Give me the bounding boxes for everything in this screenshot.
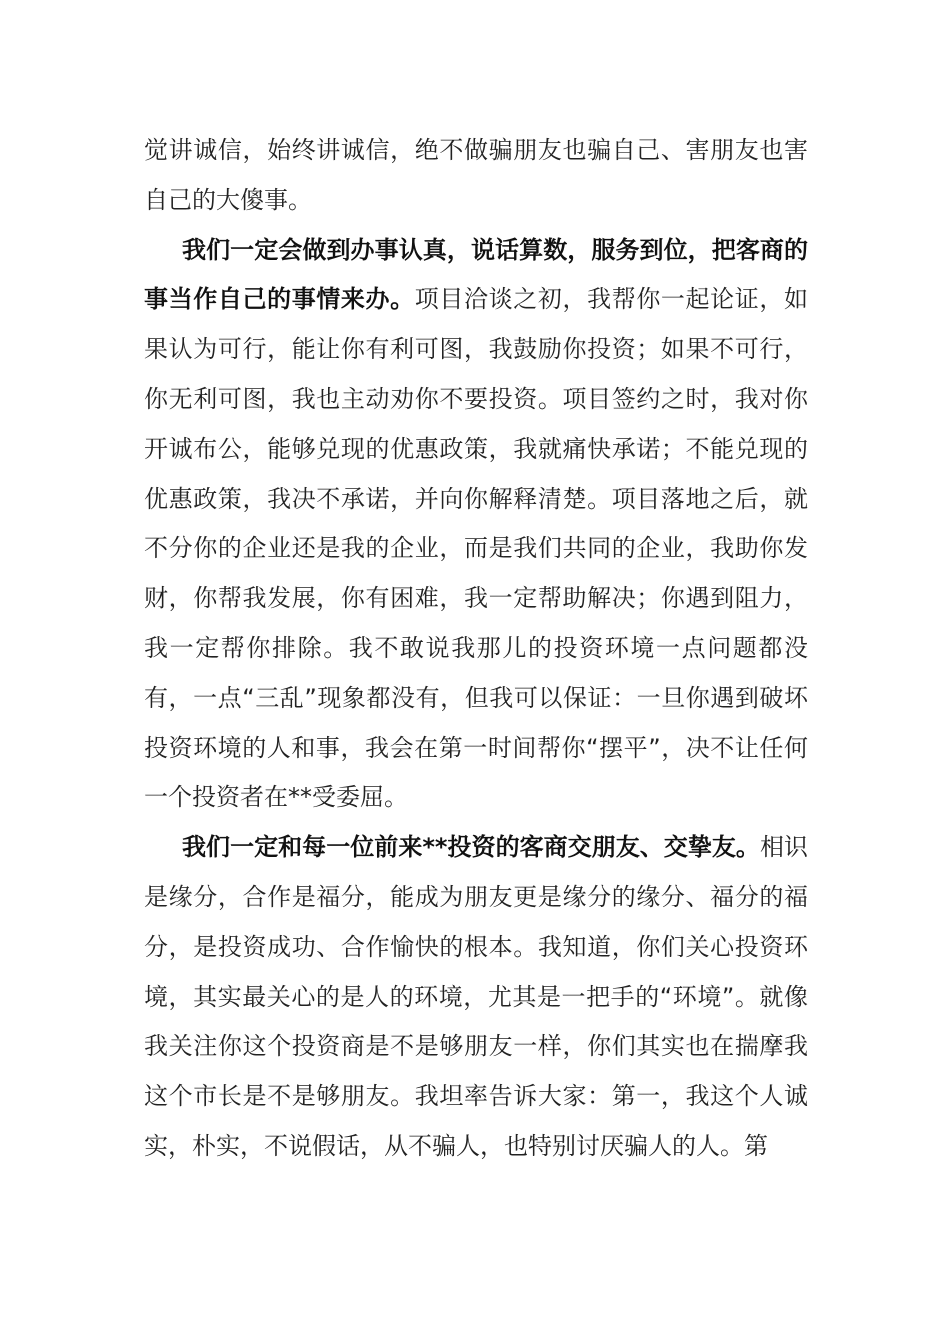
paragraph-1 [144,126,808,226]
paragraph-2 [144,226,808,824]
paragraph-1-text: 觉讲诚信，始终讲诚信，绝不做骗朋友也骗自己、害朋友也害自己的大傻事。 [144,136,808,214]
paragraph-2-text: 项目洽谈之初，我帮你一起论证，如果认为可行，能让你有利可图，我鼓励你投资；如果不可行，你无利可图，我也主动劝你不要投资。项目签约之时，我对你开诚布公，能够兑现的优惠政策，我就痛快承诺；不能兑现的优惠政策，我决不承诺，并向你解释清楚。项目落地之后，就不分你的企业还是我的企业，而是我们共同的企业，我助你发财，你帮我发展，你有困难，我一定帮助解决；你遇到阻力，我一定帮你排除。我不敢说我那儿的投资环境一点问题都没有，一点“三乱”现象都没有，但我可以保证：一旦你遇到破坏投资环境的人和事，我会在第一时间帮你“摆平”，决不让任何一个投资者在**受委屈。 [144,285,809,812]
paragraph-2-heading: 我们一定会做到办事认真，说话算数，服务到位，把客商的事当作自己的事情来办。 [144,235,808,314]
paragraph-3 [144,823,808,1172]
paragraph-3-text: 相识是缘分，合作是福分，能成为朋友更是缘分的缘分、福分的福分，是投资成功、合作愉快的根本。我知道，你们关心投资环境，其实最关心的是人的环境，尤其是一把手的“环境”。就像我关注你这个投资商是不是够朋友一样，你们其实也在揣摩我这个市长是不是够朋友。我坦率告诉大家：第一，我这个人诚实，朴实，不说假话，从不骗人，也特别讨厌骗人的人。第 [144,833,809,1160]
paragraph-3-heading: 我们一定和每一位前来**投资的客商交朋友、交挚友。 [182,833,760,862]
document-body [144,126,808,1172]
